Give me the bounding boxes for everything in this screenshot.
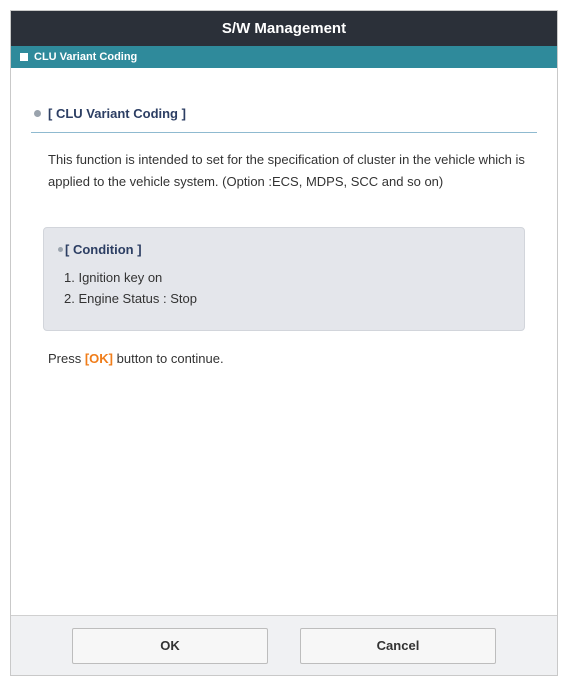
instruction-prefix: Press xyxy=(48,351,85,366)
content-area xyxy=(11,103,557,366)
cancel-button[interactable]: Cancel xyxy=(300,628,496,664)
condition-list xyxy=(58,267,510,309)
bullet-icon xyxy=(34,110,41,117)
section-title: [ CLU Variant Coding ] xyxy=(48,106,186,121)
bullet-icon xyxy=(58,247,63,252)
section-header xyxy=(31,103,537,133)
ok-highlight: [OK] xyxy=(84,351,114,366)
sw-management-dialog xyxy=(10,10,558,676)
square-icon xyxy=(20,53,28,61)
button-bar xyxy=(11,615,557,675)
window-title: S/W Management xyxy=(11,11,557,46)
condition-item: 1. Ignition key on xyxy=(64,270,163,285)
function-description: This function is intended to set for the specification of cluster in the vehicle which is applied to the vehicle system. (Option :ECS, MDPS, SCC and so on) xyxy=(48,152,525,189)
instruction-suffix: button to continue. xyxy=(113,351,224,366)
ok-button[interactable]: OK xyxy=(72,628,268,664)
continue-instruction xyxy=(31,351,537,366)
condition-item: 2. Engine Status : Stop xyxy=(64,291,197,306)
subheader-label: CLU Variant Coding xyxy=(34,51,138,63)
condition-title: [ Condition ] xyxy=(65,242,142,257)
subheader-bar xyxy=(11,46,557,68)
condition-header xyxy=(58,242,510,257)
condition-box xyxy=(43,227,525,331)
